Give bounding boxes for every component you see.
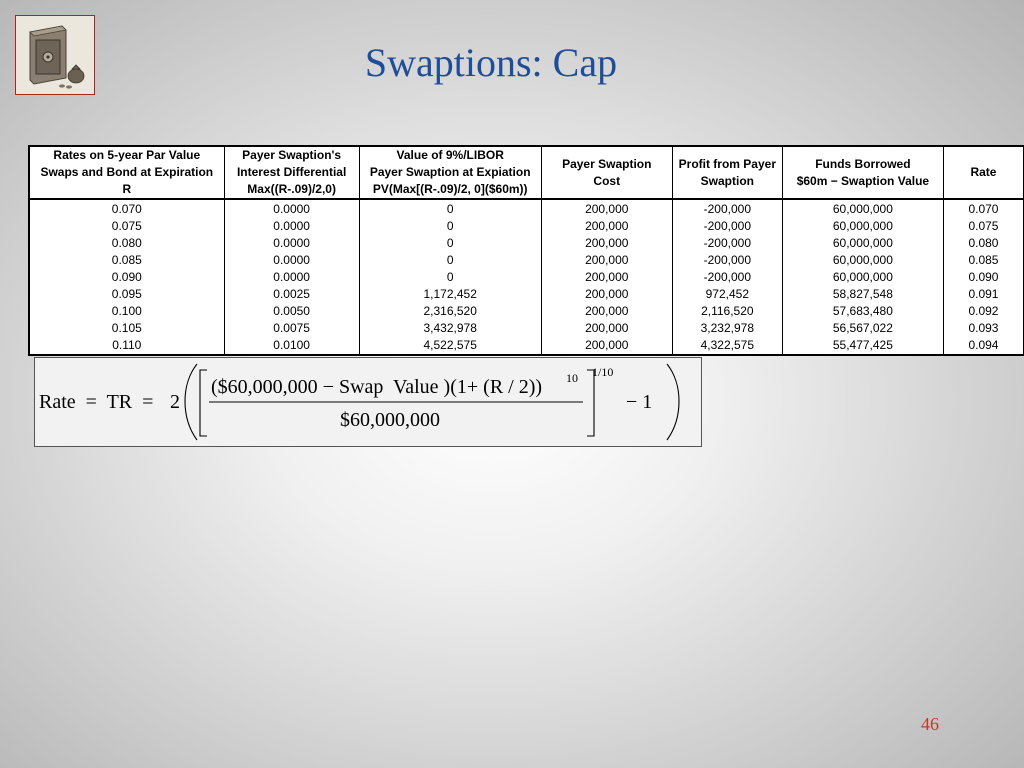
formula-minus-one: − 1: [626, 391, 653, 413]
left-bracket: [200, 370, 207, 436]
table-cell: 2,316,520: [359, 303, 541, 320]
table-cell: 4,522,575: [359, 337, 541, 355]
outer-left-paren: [185, 364, 197, 440]
table-cell: 200,000: [541, 218, 672, 235]
column-header-line: Payer Swaption at Expiation: [369, 165, 531, 179]
table-cell: 0.080: [943, 235, 1023, 252]
swaption-table-container: [28, 145, 1024, 356]
table-cell: 0.0025: [224, 286, 359, 303]
table-cell: 60,000,000: [782, 199, 943, 218]
formula-outer-exponent: 1/10: [592, 365, 614, 379]
table-cell: 200,000: [541, 303, 672, 320]
table-cell: 3,232,978: [672, 320, 782, 337]
column-header-line: Max((R-.09)/2,0): [247, 182, 336, 196]
slide-title: Swaptions: Cap: [364, 40, 618, 85]
column-header-line: Interest Differential: [236, 165, 347, 179]
table-cell: -200,000: [672, 252, 782, 269]
table-cell: 2,116,520: [672, 303, 782, 320]
table-cell: 1,172,452: [359, 286, 541, 303]
table-cell: 0.070: [29, 199, 224, 218]
table-cell: 0.085: [943, 252, 1023, 269]
column-header-line: Value of 9%/LIBOR: [396, 148, 504, 162]
table-cell: 200,000: [541, 320, 672, 337]
table-cell: 0.105: [29, 320, 224, 337]
table-cell: 0.070: [943, 199, 1023, 218]
table-row: [29, 218, 1024, 235]
formula-denominator: $60,000,000: [340, 409, 440, 431]
column-header-line: Payer Swaption: [562, 156, 652, 171]
formula-lhs: Rate = TR =: [39, 391, 154, 413]
table-cell: -200,000: [672, 269, 782, 286]
table-cell: -200,000: [672, 218, 782, 235]
table-cell: 0: [359, 252, 541, 269]
table-cell: 60,000,000: [782, 252, 943, 269]
column-header-line: Funds Borrowed: [815, 156, 911, 171]
table-cell: 200,000: [541, 252, 672, 269]
table-row: [29, 199, 1024, 218]
column-header-line: R: [122, 182, 132, 196]
table-cell: 0.093: [943, 320, 1023, 337]
table-cell: 60,000,000: [782, 235, 943, 252]
table-cell: 0.100: [29, 303, 224, 320]
table-cell: 0.080: [29, 235, 224, 252]
table-row: [29, 269, 1024, 286]
table-cell: 0.095: [29, 286, 224, 303]
table-cell: 0.0050: [224, 303, 359, 320]
table-cell: 200,000: [541, 235, 672, 252]
table-cell: 0.075: [943, 218, 1023, 235]
table-row: [29, 235, 1024, 252]
formula-numerator: ($60,000,000 − Swap Value )(1+ (R / 2)): [211, 376, 543, 398]
table-row: [29, 286, 1024, 303]
table-cell: 0.0075: [224, 320, 359, 337]
column-header-line: Rate: [970, 165, 997, 179]
right-bracket: [587, 370, 594, 436]
column-header-line: Cost: [593, 173, 621, 188]
column-header: [359, 146, 541, 199]
column-header-line: Swaption: [700, 173, 754, 188]
formula-inner-exponent: 10: [566, 371, 578, 385]
table-cell: 0.0000: [224, 269, 359, 286]
table-row: [29, 252, 1024, 269]
outer-right-paren: [667, 364, 679, 440]
column-header: [224, 146, 359, 199]
table-cell: -200,000: [672, 235, 782, 252]
table-cell: 0: [359, 235, 541, 252]
table-cell: 0.0000: [224, 218, 359, 235]
table-cell: 0.090: [943, 269, 1023, 286]
table-row: [29, 303, 1024, 320]
table-cell: 0: [359, 269, 541, 286]
table-cell: 0.085: [29, 252, 224, 269]
table-cell: 0.092: [943, 303, 1023, 320]
table-cell: 200,000: [541, 199, 672, 218]
table-cell: 972,452: [672, 286, 782, 303]
column-header-line: Swaps and Bond at Expiration: [40, 165, 214, 179]
table-cell: 58,827,548: [782, 286, 943, 303]
column-header-line: Payer Swaption's: [242, 148, 342, 162]
table-cell: 55,477,425: [782, 337, 943, 355]
table-cell: 0.0000: [224, 252, 359, 269]
formula-factor: 2: [170, 391, 180, 413]
table-cell: 60,000,000: [782, 218, 943, 235]
table-cell: 0.091: [943, 286, 1023, 303]
column-header: [943, 146, 1023, 199]
table-cell: 4,322,575: [672, 337, 782, 355]
column-header-line: Rates on 5-year Par Value: [53, 148, 201, 162]
swaption-cap-table: [28, 145, 1024, 356]
table-cell: 0: [359, 218, 541, 235]
table-cell: -200,000: [672, 199, 782, 218]
column-header: [782, 146, 943, 199]
rate-formula-box: [34, 357, 702, 447]
column-header: [541, 146, 672, 199]
table-cell: 0.110: [29, 337, 224, 355]
table-cell: 3,432,978: [359, 320, 541, 337]
table-cell: 57,683,480: [782, 303, 943, 320]
column-header-line: $60m − Swaption Value: [796, 173, 930, 188]
table-body: [29, 199, 1024, 355]
table-cell: 200,000: [541, 269, 672, 286]
table-header-row: [29, 146, 1024, 199]
table-cell: 200,000: [541, 337, 672, 355]
table-cell: 200,000: [541, 286, 672, 303]
table-row: [29, 337, 1024, 355]
table-cell: 0.0000: [224, 235, 359, 252]
table-row: [29, 320, 1024, 337]
table-cell: 0.075: [29, 218, 224, 235]
table-cell: 0.0100: [224, 337, 359, 355]
column-header-line: PV(Max[(R-.09)/2, 0]($60m)): [372, 182, 528, 196]
column-header: [29, 146, 224, 199]
page-number: 46: [921, 714, 939, 734]
table-cell: 0.090: [29, 269, 224, 286]
table-cell: 60,000,000: [782, 269, 943, 286]
table-cell: 56,567,022: [782, 320, 943, 337]
column-header-line: Profit from Payer: [678, 156, 776, 171]
table-cell: 0.0000: [224, 199, 359, 218]
column-header: [672, 146, 782, 199]
table-cell: 0: [359, 199, 541, 218]
table-cell: 0.094: [943, 337, 1023, 355]
